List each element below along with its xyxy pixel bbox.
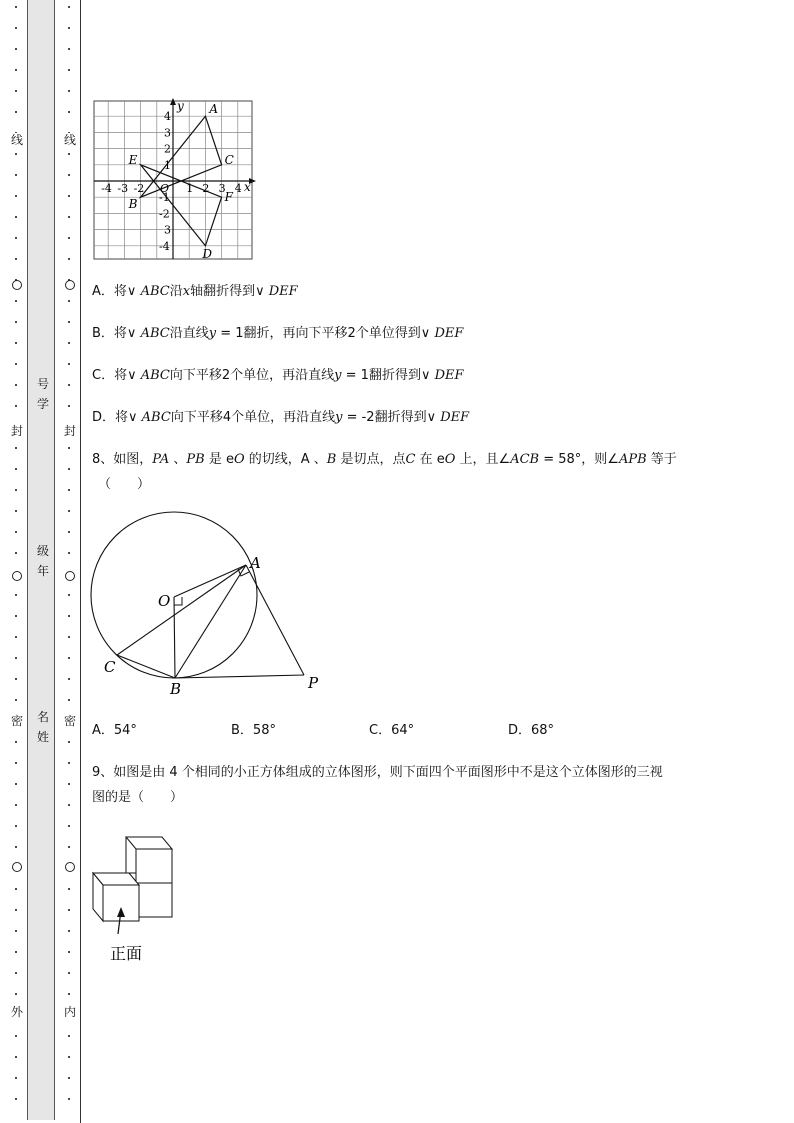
segment-ab: [175, 565, 246, 678]
x-tick-label: 2: [202, 182, 210, 195]
segment-cb: [117, 655, 175, 678]
y-tick-label: 4: [164, 110, 171, 124]
triangle-abc: [141, 116, 222, 197]
seal-dot: [15, 972, 17, 974]
seal-dot: [68, 1077, 70, 1079]
seal-dot: [68, 636, 70, 638]
label-p: P: [308, 674, 319, 692]
seal-dot: [15, 783, 17, 785]
q9-stem-line-2: 图的是（ ）: [92, 790, 184, 805]
dotted-seal-line-right: [61, 0, 81, 1123]
x-tick-label: -4: [101, 182, 112, 195]
seal-dot: [68, 174, 70, 176]
seal-dot: [68, 783, 70, 785]
segment-oa: [174, 565, 246, 597]
x-axis-label: x: [244, 180, 251, 194]
y-axis-label: y: [177, 99, 184, 113]
y-tick-label: 3: [164, 223, 171, 237]
seal-dot: [68, 237, 70, 239]
seal-dot: [15, 174, 17, 176]
seal-dot: [15, 825, 17, 827]
y-tick-label: -4: [159, 239, 170, 253]
seal-dot: [15, 762, 17, 764]
y-tick-label: 3: [164, 126, 171, 140]
seal-dot: [15, 258, 17, 260]
seal-label-left-feng: 封: [10, 424, 23, 438]
seal-dot: [68, 909, 70, 911]
seal-dot: [68, 804, 70, 806]
seal-circle-left-1: [12, 280, 22, 290]
point-label-b: B: [128, 197, 138, 212]
seal-dot: [15, 216, 17, 218]
seal-dot: [15, 342, 17, 344]
name-label-char-1: 名: [36, 710, 49, 724]
circle-o: [91, 512, 257, 678]
seal-dot: [15, 384, 17, 386]
y-tick-label: 2: [164, 142, 171, 156]
seal-dot: [15, 1077, 17, 1079]
seal-dot: [68, 699, 70, 701]
q8-choice-d: D．68°: [508, 723, 555, 738]
seal-label-right-feng: 封: [63, 424, 76, 438]
seal-dot: [68, 762, 70, 764]
seal-dot: [68, 741, 70, 743]
seal-dot: [68, 48, 70, 50]
seal-dot: [68, 384, 70, 386]
front-view-label: 正面: [110, 944, 143, 963]
seal-dot: [15, 552, 17, 554]
q8-choices: [92, 722, 692, 740]
seal-dot: [15, 741, 17, 743]
seal-dot: [68, 111, 70, 113]
seal-dot: [15, 111, 17, 113]
coordinate-grid-figure: [88, 98, 258, 263]
seal-dot: [15, 48, 17, 50]
seal-dot: [15, 90, 17, 92]
triangle-def: [141, 165, 222, 246]
seal-dot: [15, 678, 17, 680]
seal-dot: [15, 951, 17, 953]
label-a: A: [250, 554, 261, 572]
seal-dot: [68, 90, 70, 92]
seal-label-right-xian: 线: [63, 133, 76, 147]
seal-dot: [15, 1098, 17, 1100]
segment-ob: [174, 597, 175, 678]
seal-dot: [15, 804, 17, 806]
q8-choice-c: C．64°: [369, 723, 415, 738]
seal-dot: [15, 321, 17, 323]
seal-dot: [68, 1098, 70, 1100]
y-tick-label: 1: [164, 158, 171, 172]
cube-stack: [93, 837, 172, 921]
seal-dot: [15, 657, 17, 659]
cubes-figure: [88, 830, 188, 970]
seal-dot: [68, 594, 70, 596]
seal-dot: [15, 447, 17, 449]
x-tick-label: -2: [133, 182, 145, 195]
seal-dot: [15, 6, 17, 8]
q8-stem: 8、如图，PA 、PB 是 eO 的切线，A 、B 是切点，点C 在 eO 上，且∠ACB = 58°，则∠APB 等于: [92, 452, 677, 467]
seal-dot: [15, 237, 17, 239]
seal-dot: [68, 825, 70, 827]
label-o: O: [158, 592, 171, 610]
seal-dot: [15, 195, 17, 197]
seal-dot: [68, 27, 70, 29]
seal-dot: [15, 846, 17, 848]
seal-dot: [15, 993, 17, 995]
x-tick-label: -3: [117, 182, 129, 195]
point-label-d: D: [202, 246, 213, 261]
seal-dot: [15, 699, 17, 701]
point-label-a: A: [209, 102, 219, 117]
seal-dot: [68, 216, 70, 218]
seal-dot: [15, 363, 17, 365]
seal-dot: [68, 531, 70, 533]
grade-label-char-2: 年: [36, 564, 49, 578]
seal-dot: [68, 153, 70, 155]
seal-dot: [68, 6, 70, 8]
x-tick-label: O: [160, 182, 170, 195]
binding-margin: [0, 0, 82, 1123]
seal-dot: [15, 636, 17, 638]
tangent-pa: [246, 565, 304, 675]
x-tick-label: 1: [186, 182, 194, 195]
seal-dot: [68, 195, 70, 197]
seal-dot: [68, 405, 70, 407]
seal-dot: [68, 1056, 70, 1058]
name-label-char-2: 姓: [36, 730, 49, 744]
seal-dot: [15, 510, 17, 512]
right-angle-mark-b: [174, 597, 182, 605]
dotted-seal-line-left: [8, 0, 28, 1123]
segment-ca: [117, 565, 246, 655]
seal-label-left-mi: 密: [10, 714, 23, 728]
seal-dot: [68, 300, 70, 302]
seal-circle-right-3: [65, 862, 75, 872]
seal-dot: [68, 342, 70, 344]
seal-dot: [68, 552, 70, 554]
seal-dot: [68, 258, 70, 260]
y-tick-label: -2: [159, 207, 170, 221]
seal-dot: [15, 594, 17, 596]
seal-dot: [68, 615, 70, 617]
seal-label-right-nei: 内: [63, 1005, 76, 1019]
grade-label-char-1: 级: [36, 544, 49, 558]
seal-dot: [15, 909, 17, 911]
q9-stem-line-1: 9、如图是由 4 个相同的小正方体组成的立体图形，则下面四个平面图形中不是这个立体图形的三视: [92, 765, 663, 780]
seal-label-left-wai: 外: [10, 1005, 23, 1019]
seal-dot: [68, 363, 70, 365]
student-id-label-char-1: 号: [36, 377, 49, 391]
seal-label-right-mi: 密: [63, 714, 76, 728]
seal-dot: [68, 846, 70, 848]
seal-dot: [15, 1035, 17, 1037]
seal-dot: [68, 510, 70, 512]
seal-dot: [15, 468, 17, 470]
y-tick-label: -1: [159, 191, 170, 205]
seal-circle-left-3: [12, 862, 22, 872]
seal-dot: [15, 615, 17, 617]
point-label-e: E: [128, 152, 138, 167]
seal-dot: [15, 69, 17, 71]
seal-dot: [15, 930, 17, 932]
q7-option-a: A．将∨ ABC沿x轴翻折得到∨ DEF: [92, 284, 298, 299]
seal-dot: [68, 489, 70, 491]
point-label-c: C: [224, 152, 234, 167]
label-c: C: [104, 658, 116, 676]
q8-choice-a: A．54°: [92, 723, 137, 738]
seal-circle-right-2: [65, 571, 75, 581]
student-id-label-char-2: 学: [36, 397, 49, 411]
q7-option-b: B．将∨ ABC沿直线y = 1翻折，再向下平移2个单位得到∨ DEF: [92, 326, 464, 341]
seal-dot: [68, 69, 70, 71]
binding-gray-band: [27, 0, 55, 1120]
seal-dot: [15, 300, 17, 302]
q7-option-d: D．将∨ ABC向下平移4个单位，再沿直线y = -2翻折得到∨ DEF: [92, 410, 470, 425]
seal-dot: [68, 993, 70, 995]
seal-dot: [15, 1056, 17, 1058]
seal-dot: [68, 1035, 70, 1037]
seal-dot: [68, 972, 70, 974]
seal-label-left-xian: 线: [10, 133, 23, 147]
q8-answer-paren: （ ）: [98, 477, 151, 492]
seal-dot: [68, 678, 70, 680]
seal-dot: [68, 447, 70, 449]
seal-dot: [68, 951, 70, 953]
seal-dot: [68, 930, 70, 932]
seal-dot: [68, 468, 70, 470]
q7-option-c: C．将∨ ABC向下平移2个单位，再沿直线y = 1翻折得到∨ DEF: [92, 368, 464, 383]
seal-dot: [15, 27, 17, 29]
q8-choice-b: B．58°: [231, 723, 276, 738]
seal-dot: [15, 531, 17, 533]
seal-dot: [15, 888, 17, 890]
point-label-f: F: [224, 190, 233, 205]
seal-dot: [15, 489, 17, 491]
x-tick-label: 4: [234, 182, 242, 195]
seal-circle-right-1: [65, 280, 75, 290]
seal-dot: [68, 888, 70, 890]
seal-dot: [15, 405, 17, 407]
top-cube-top-face: [126, 837, 172, 849]
seal-dot: [15, 153, 17, 155]
seal-dot: [68, 657, 70, 659]
seal-circle-left-2: [12, 571, 22, 581]
circle-tangent-figure: [88, 508, 333, 698]
seal-dot: [68, 321, 70, 323]
label-b: B: [170, 680, 182, 698]
x-tick-label: 3: [218, 182, 226, 195]
